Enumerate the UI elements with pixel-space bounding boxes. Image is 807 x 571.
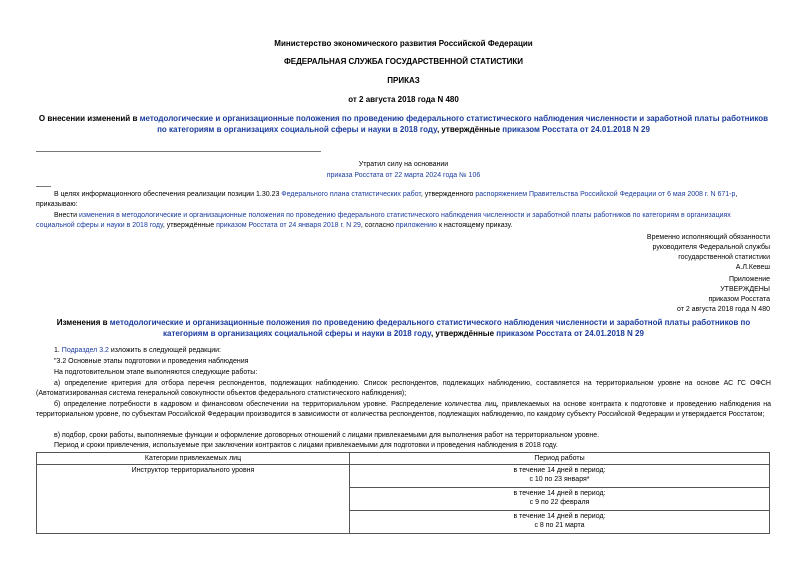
doc-date-number: от 2 августа 2018 года N 480 (348, 95, 459, 104)
period-line-1: в течение 14 дней в период: (513, 467, 606, 474)
appendix-title (36, 317, 771, 339)
title-link-methodology[interactable]: методологические и организационные положения по проведению федерального статистического наблюдения численности и заработной платы работников по категориям в организациях социальной сферы и науки в 2018 году (139, 114, 769, 134)
doc-type: ПРИКАЗ (387, 76, 420, 85)
doc-title (36, 113, 771, 135)
para2-text-d: к настоящему приказу. (437, 222, 513, 229)
title2-mid: , утверждённые (430, 329, 497, 338)
period-line-2: с 9 по 22 февраля (529, 499, 590, 506)
signature-line-3: государственной статистики (678, 254, 770, 261)
body-p5: в) подбор, сроки работы, выполняемые функции и оформление договорных отношений с лицами привлекаемыми для выполнения работ на территориальном уровне. (54, 432, 600, 439)
changes-link[interactable]: изменения в методологические и организационные положения по проведению федерального статистического наблюдения численности и заработной платы работников по категориям в организациях социальной сферы и науки в 2018 году (36, 212, 731, 229)
title-mid: , утверждённые (436, 125, 503, 134)
title2-link-order[interactable]: приказом Росстата от 24.01.2018 N 29 (496, 329, 644, 338)
item1-number: 1. (54, 347, 62, 354)
body-p2: На подготовительном этапе выполняются следующие работы: (54, 369, 258, 376)
separator-short (36, 186, 51, 187)
table-header-row (37, 453, 770, 465)
table-header-cell: Период работы (350, 453, 770, 465)
item-1 (36, 346, 771, 356)
table-cell-period (350, 511, 770, 534)
signature-name: А.Л.Кевеш (735, 264, 770, 271)
government-order-link[interactable]: распоряжением Правительства Российской Федерации от 6 мая 2008 г. N 671-р (475, 191, 736, 198)
appendix-line-4: от 2 августа 2018 года N 480 (676, 306, 770, 313)
period-line-1: в течение 14 дней в период: (513, 490, 606, 497)
table-cell-role: Инструктор территориального уровня (37, 465, 350, 534)
signature-line-2: руководителя Федеральной службы (652, 244, 770, 251)
paragraph-2 (36, 211, 771, 231)
body-p1: "3.2 Основные этапы подготовки и проведения наблюдения (54, 358, 249, 365)
appendix-link[interactable]: приложению (395, 222, 437, 229)
periods-table (36, 452, 770, 534)
period-line-2: с 8 по 21 марта (534, 522, 585, 529)
body-p4: б) определение потребности в кадровом и финансовом обеспечении на территориальном уровне. Распределение количества лиц, привлекаемых на основе контракта к подготовке и проведению наблюдения на территориальном уровне, по субъектам Российской Федерации производится в зависимости от количества респондентов, подлежащих наблюдению, по каждому субъекту Российской Федерации и утверждается Росстатом; (36, 401, 771, 418)
para1-text-a: В целях информационного обеспечения реализации позиции 1.30.23 (54, 191, 282, 198)
appendix-block (470, 275, 770, 315)
separator-line (36, 151, 321, 152)
body-p3: а) определение критерия для отбора перечня респондентов, подлежащих наблюдению. Список респондентов, подлежащих наблюдению, составляется на территориальном уровне на основе АС ГС ОФСН (Автоматизированная система генеральной совокупности объектов федерального статистического наблюдения); (36, 380, 771, 397)
agency-name: ФЕДЕРАЛЬНАЯ СЛУЖБА ГОСУДАРСТВЕННОЙ СТАТИСТИКИ (283, 57, 524, 66)
title-link-order[interactable]: приказом Росстата от 24.01.2018 N 29 (502, 125, 650, 134)
para2-text-c: , согласно (360, 222, 396, 229)
body-p6: Период и сроки привлечения, используемые при заключении контрактов с лицами привлекаемыми для подготовки и проведения наблюдения в 2018 году. (54, 442, 558, 449)
table-cell-period (350, 465, 770, 488)
paragraph-1 (36, 190, 771, 210)
rosstat-order-link[interactable]: приказом Росстата от 24 января 2018 г. N 29 (216, 222, 361, 229)
appendix-line-3: приказом Росстата (708, 296, 770, 303)
table-row (37, 465, 770, 488)
signature-block (470, 233, 770, 273)
item1-text: изложить в следующей редакции: (108, 347, 221, 354)
ministry-name: Министерство экономического развития Российской Федерации (274, 39, 533, 48)
appendix-line-1: Приложение (728, 276, 770, 283)
table-header-cell: Категории привлекаемых лиц (37, 453, 350, 465)
title-prefix: О внесении изменений в (38, 114, 140, 123)
status-note-link-wrap (0, 171, 807, 181)
federal-plan-link[interactable]: Федерального плана статистических работ (281, 191, 421, 198)
title2-prefix: Изменения в (56, 318, 110, 327)
period-line-1: в течение 14 дней в период: (513, 513, 606, 520)
signature-line-1: Временно исполняющий обязанности (646, 234, 770, 241)
status-note: Утратил силу на основании (358, 161, 449, 168)
repeal-order-link[interactable]: приказа Росстата от 22 марта 2024 года № 106 (326, 172, 481, 179)
title2-link-methodology[interactable]: методологические и организационные положения по проведению федерального статистического наблюдения численности и заработной платы работников по категориям в организациях социальной сферы и науки в 2018 году (109, 318, 751, 338)
appendix-line-2: УТВЕРЖДЕНЫ (720, 286, 770, 293)
para1-text-b: , утвержденного (420, 191, 476, 198)
para2-text-b: , утверждённые (162, 222, 217, 229)
table-cell-period (350, 488, 770, 511)
para1-text-c: , приказываю: (36, 191, 738, 208)
subsection-link[interactable]: Подраздел 3.2 (61, 347, 109, 354)
period-line-2: с 10 по 23 января* (529, 476, 590, 483)
para2-text-a: Внести (54, 212, 79, 219)
